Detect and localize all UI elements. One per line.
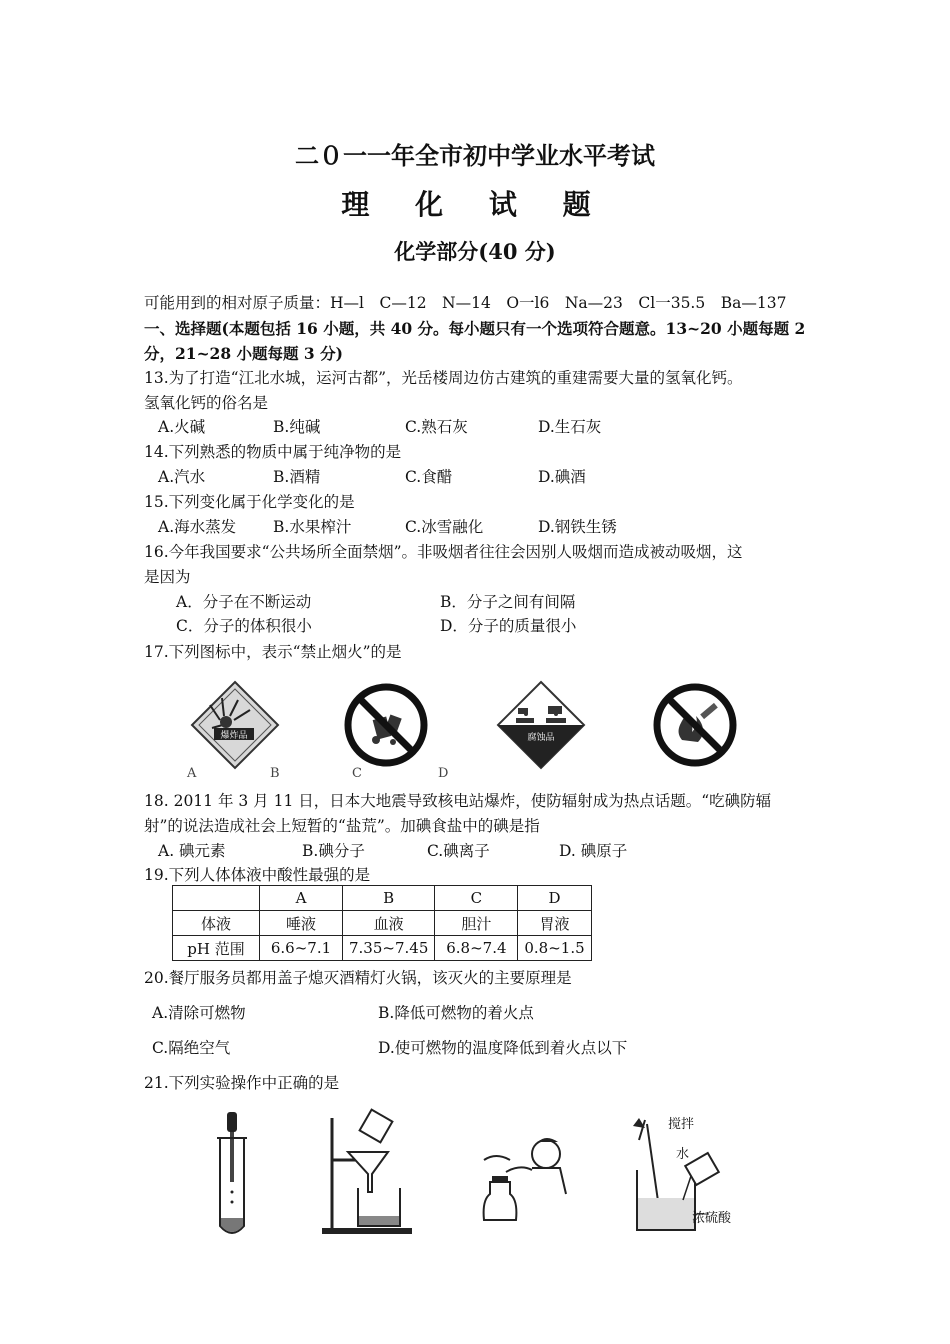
sign-c-text: 腐蚀品 (527, 733, 555, 743)
q20-option-d: D.使可燃物的温度降低到着火点以下 (378, 1039, 628, 1057)
q18-stem-line1: 18. 2011 年 3 月 11 日，日本大地震导致核电站爆炸，使防辐射成为热点话题。“吃碘防辐 (144, 792, 772, 810)
q20-option-a: A.清除可燃物 (152, 1004, 246, 1022)
q16-stem-line1: 16.今年我国要求“公共场所全面禁烟”。非吸烟者往往会因别人吸烟而造成被动吸烟，这 (144, 543, 743, 561)
q13-stem-line1: 13.为了打造“江北水城，运河古都”，光岳楼周边仿古建筑的重建需要大量的氢氧化钙。 (144, 369, 743, 387)
label-water: 水 (676, 1147, 690, 1162)
table-cell (173, 886, 260, 911)
q15-option-c: C.冰雪融化 (405, 518, 484, 536)
table-cell: 胃液 (518, 911, 591, 936)
corrosive-sign-icon (496, 680, 586, 770)
q21-stem: 21.下列实验操作中正确的是 (144, 1074, 340, 1092)
q14-option-b: B.酒精 (273, 468, 321, 486)
q15-option-d: D.钢铁生锈 (538, 518, 617, 536)
q14-option-a: A.汽水 (158, 468, 206, 486)
sign-label-c: C (352, 766, 362, 781)
table-cell: B (343, 886, 435, 911)
part1-heading-line2: 分，21~28 小题每题 3 分) (144, 344, 343, 363)
q20-option-b: B.降低可燃物的着火点 (378, 1004, 534, 1022)
q20-stem: 20.餐厅服务员都用盖子熄灭酒精灯火锅，该灭火的主要原理是 (144, 969, 572, 987)
smelling-gas-icon (476, 1124, 572, 1232)
ph-table (172, 885, 592, 961)
dropper-test-tube-icon (212, 1108, 252, 1240)
q18-stem-line2: 射”的说法造成社会上短暂的“盐荒”。加碘食盐中的碘是指 (144, 817, 540, 835)
q16-option-d: D．分子的质量很小 (440, 617, 577, 635)
q18-option-d: D. 碘原子 (559, 842, 628, 860)
q13-option-c: C.熟石灰 (405, 418, 468, 436)
label-acid: 浓硫酸 (692, 1211, 732, 1226)
table-row (173, 936, 592, 961)
q15-option-a: A.海水蒸发 (158, 518, 237, 536)
table-cell: 0.8~1.5 (518, 936, 591, 961)
q13-option-a: A.火碱 (158, 418, 206, 436)
sign-a-text: 爆炸品 (220, 731, 248, 741)
table-cell: C (435, 886, 518, 911)
q18-option-a: A. 碘元素 (158, 842, 226, 860)
q13-option-b: B.纯碱 (273, 418, 321, 436)
sign-label-d: D (438, 766, 449, 781)
filtration-apparatus-icon (318, 1108, 418, 1238)
q14-option-c: C.食醋 (405, 468, 453, 486)
prohibition-sign-b-icon (343, 682, 429, 768)
table-cell: A (260, 886, 343, 911)
part1-heading-line1: 一、选择题(本题包括 16 小题，共 40 分。每小题只有一个选项符合题意。13~20 小题每题 2 (144, 319, 806, 338)
section-title: 化学部分(40 分) (394, 239, 556, 264)
q13-stem-line2: 氢氧化钙的俗名是 (144, 394, 269, 412)
q16-option-b: B．分子之间有间隔 (440, 593, 576, 611)
q16-stem-line2: 是因为 (144, 568, 191, 586)
exam-title: 二０一一年全市初中学业水平考试 (295, 141, 655, 170)
table-cell: 胆汁 (435, 911, 518, 936)
q18-option-b: B.碘分子 (302, 842, 365, 860)
label-stir: 搅拌 (668, 1117, 695, 1132)
table-cell: D (518, 886, 591, 911)
exam-subtitle: 理 化 试 题 (341, 188, 609, 221)
table-cell: 体液 (173, 911, 260, 936)
q14-option-d: D.碘酒 (538, 468, 586, 486)
table-row (173, 911, 592, 936)
sign-label-a: A (187, 766, 197, 781)
table-cell: 6.8~7.4 (435, 936, 518, 961)
sign-label-b: B (270, 766, 280, 781)
no-fire-sign-icon (652, 682, 738, 768)
q18-option-c: C.碘离子 (427, 842, 490, 860)
q15-stem: 15.下列变化属于化学变化的是 (144, 493, 355, 511)
explosive-sign-icon (190, 680, 280, 770)
table-cell: pH 范围 (173, 936, 260, 961)
atomic-masses: 可能用到的相对原子质量：H—l C—12 N—14 O一l6 Na—23 Cl一35.5 Ba—137 (144, 294, 787, 312)
q20-option-c: C.隔绝空气 (152, 1039, 231, 1057)
table-cell: 6.6~7.1 (260, 936, 343, 961)
q13-option-d: D.生石灰 (538, 418, 602, 436)
table-cell: 7.35~7.45 (343, 936, 435, 961)
q16-option-a: A．分子在不断运动 (176, 593, 312, 611)
table-cell: 血液 (343, 911, 435, 936)
table-cell: 唾液 (260, 911, 343, 936)
q15-option-b: B.水果榨汁 (273, 518, 352, 536)
q16-option-c: C．分子的体积很小 (176, 617, 312, 635)
q14-stem: 14.下列熟悉的物质中属于纯净物的是 (144, 443, 402, 461)
table-header-row (173, 886, 592, 911)
q19-stem: 19.下列人体体液中酸性最强的是 (144, 866, 371, 884)
q17-stem: 17.下列图标中，表示“禁止烟火”的是 (144, 643, 402, 661)
